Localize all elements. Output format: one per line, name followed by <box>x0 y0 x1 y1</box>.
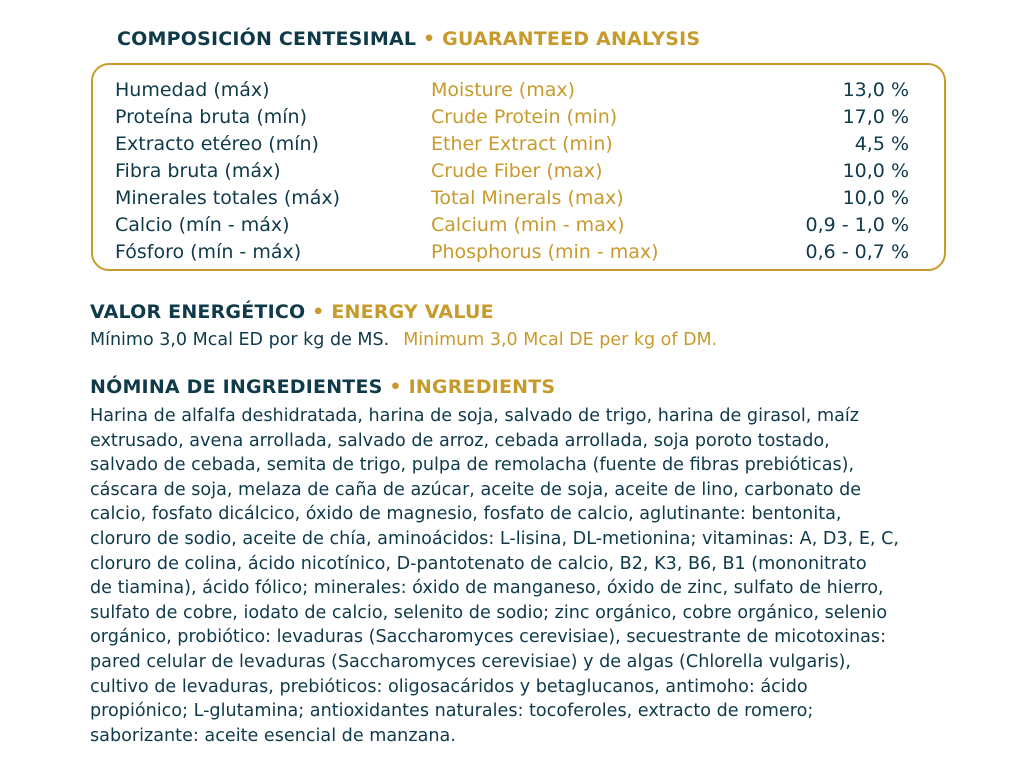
analysis-row <box>93 185 944 212</box>
nutrient-name-en: Ether Extract (min) <box>431 133 613 155</box>
analysis-row <box>93 212 944 239</box>
ingredients-line: pared celular de levaduras (Saccharomyces cerevisiae) y de algas (Chlorella vulgaris), <box>90 651 851 672</box>
ingredients-line: sulfato de cobre, iodato de calcio, selenito de sodio; zinc orgánico, cobre orgánico, selenio <box>90 602 888 623</box>
energy-text-es: Mínimo 3,0 Mcal ED por kg de MS. <box>90 330 390 350</box>
energy-heading-en: ENERGY VALUE <box>331 301 494 323</box>
ingredients-line: propiónico; L-glutamina; antioxidantes naturales: tocoferoles, extracto de romero; <box>90 701 814 722</box>
nutrient-name-en: Crude Fiber (max) <box>431 160 603 182</box>
analysis-heading <box>117 28 700 50</box>
ingredients-line: de tiamina), ácido fólico; minerales: óxido de manganeso, óxido de zinc, sulfato de hierro, <box>90 578 884 599</box>
ingredients-heading-en: INGREDIENTS <box>408 376 556 398</box>
nutrient-name-en: Calcium (min - max) <box>431 214 625 236</box>
energy-heading-es: VALOR ENERGÉTICO <box>90 301 306 323</box>
nutrient-name-en: Phosphorus (min - max) <box>431 241 659 263</box>
analysis-row <box>93 104 944 131</box>
energy-value-text <box>90 328 717 352</box>
energy-text-en: Minimum 3,0 Mcal DE per kg of DM. <box>403 330 718 350</box>
nutrient-name-en: Crude Protein (min) <box>431 106 618 128</box>
ingredients-line: cultivo de levaduras, prebióticos: oligosacáridos y betaglucanos, antimoho: ácido <box>90 676 808 697</box>
ingredients-heading <box>90 376 555 398</box>
nutrient-value: 0,6 - 0,7 % <box>805 241 909 263</box>
nutrient-name-es: Proteína bruta (mín) <box>115 106 307 128</box>
ingredients-line: orgánico, probiótico: levaduras (Saccharomyces cerevisiae), secuestrante de micotoxinas: <box>90 627 887 648</box>
analysis-row <box>93 131 944 158</box>
nutrient-name-es: Humedad (máx) <box>115 79 270 101</box>
ingredients-line: saborizante: aceite esencial de manzana. <box>90 725 456 746</box>
nutrient-value: 10,0 % <box>842 187 909 209</box>
analysis-heading-en: GUARANTEED ANALYSIS <box>442 28 701 50</box>
nutrient-value: 4,5 % <box>854 133 909 155</box>
nutrient-name-es: Calcio (mín - máx) <box>115 214 290 236</box>
ingredients-line: calcio, fosfato dicálcico, óxido de magnesio, fosfato de calcio, aglutinante: bentonita, <box>90 504 842 525</box>
heading-separator: • <box>389 376 402 398</box>
ingredients-list <box>90 404 950 748</box>
ingredients-line: Harina de alfalfa deshidratada, harina de soja, salvado de trigo, harina de girasol, maíz <box>90 406 860 426</box>
nutrient-value: 10,0 % <box>842 160 909 182</box>
analysis-heading-es: COMPOSICIÓN CENTESIMAL <box>117 28 417 50</box>
nutrient-name-en: Moisture (max) <box>431 79 576 101</box>
analysis-row <box>93 239 944 266</box>
nutrient-name-es: Extracto etéreo (mín) <box>115 133 319 155</box>
nutrient-value: 17,0 % <box>842 106 909 128</box>
nutrient-value: 0,9 - 1,0 % <box>805 214 909 236</box>
ingredients-line: cloruro de sodio, aceite de chía, aminoácidos: L-lisina, DL-metionina; vitaminas: A, D3, E, C, <box>90 528 899 549</box>
nutrient-name-es: Minerales totales (máx) <box>115 187 341 209</box>
heading-separator: • <box>422 28 436 50</box>
analysis-row <box>93 77 944 104</box>
ingredients-line: extrusado, avena arrollada, salvado de arroz, cebada arrollada, soja poroto tostado, <box>90 430 830 451</box>
energy-heading <box>90 301 494 323</box>
ingredients-line: cloruro de colina, ácido nicotínico, D-pantotenato de calcio, B2, K3, B6, B1 (mononitrato <box>90 553 867 574</box>
heading-separator: • <box>312 301 325 323</box>
nutrient-name-es: Fósforo (mín - máx) <box>115 241 302 263</box>
nutrient-value: 13,0 % <box>842 79 909 101</box>
analysis-table <box>91 63 946 271</box>
ingredients-line: salvado de cebada, semita de trigo, pulpa de remolacha (fuente de fibras prebióticas), <box>90 455 855 476</box>
analysis-row <box>93 158 944 185</box>
ingredients-line: cáscara de soja, melaza de caña de azúcar, aceite de soja, aceite de lino, carbonato de <box>90 479 862 500</box>
ingredients-heading-es: NÓMINA DE INGREDIENTES <box>90 376 383 398</box>
nutrient-name-en: Total Minerals (max) <box>431 187 624 209</box>
nutrient-name-es: Fibra bruta (máx) <box>115 160 281 182</box>
